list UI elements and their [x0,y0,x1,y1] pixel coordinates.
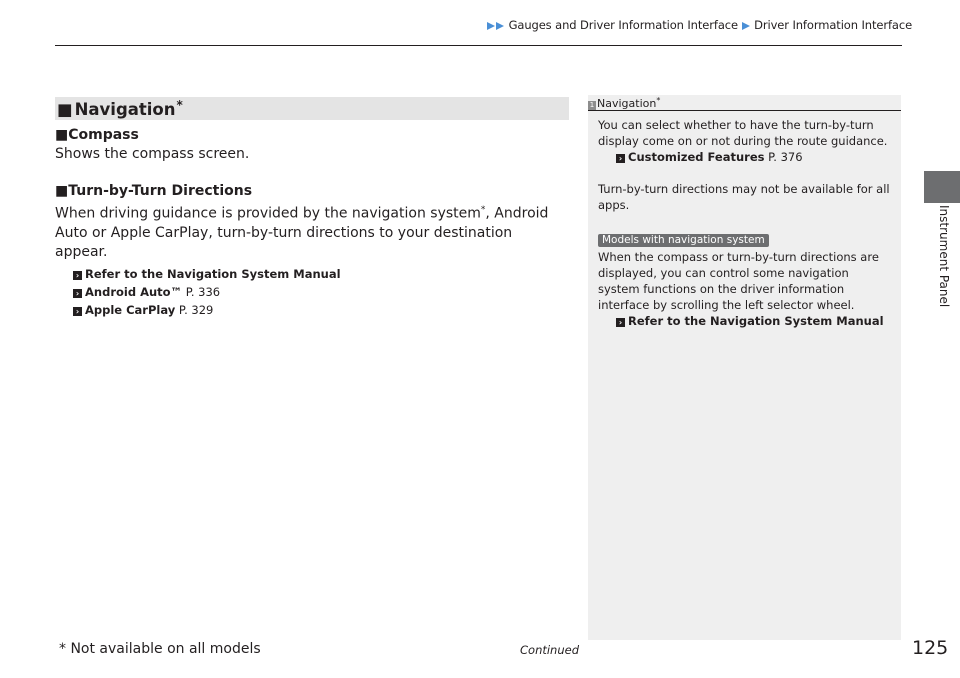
sidebar-body [598,117,894,329]
triangle-bullet-icon [496,22,504,30]
square-bullet-icon: ■ [55,183,69,199]
ref-link-nav-manual-side[interactable]: › Refer to the Navigation System Manual [598,313,894,329]
sidebar-para-1: You can select whether to have the turn-by-turn display come on or not during the route guidance. [598,118,888,148]
footnote: * Not available on all models [59,641,261,657]
sidebar-para-2: Turn-by-turn directions may not be available for all apps. [598,182,890,212]
model-tag: Models with navigation system [598,234,769,247]
asterisk-mark: * [480,205,486,215]
ref-link-android-auto[interactable]: › Android Auto™ P. 336 [55,283,569,301]
continued-label: Continued [520,643,580,657]
square-bullet-icon: ■ [57,100,73,119]
chapter-tab[interactable] [924,171,960,203]
asterisk-mark: * [176,98,183,112]
arrow-ref-icon: › [616,318,625,327]
main-content [55,126,569,319]
section-title-text: Navigation [74,100,176,119]
arrow-ref-icon: › [73,271,82,280]
sidebar-para-3: When the compass or turn-by-turn directions are displayed, you can control some navigation system functions on the driver information interface by scrolling the left selector wheel. [598,250,879,312]
sidebar-divider [588,110,901,111]
header-divider [55,45,902,46]
chapter-label: Instrument Panel [937,205,951,308]
section-title [57,98,183,119]
ref-link-apple-carplay[interactable]: › Apple CarPlay P. 329 [55,301,569,319]
breadcrumb-item-driver-info[interactable]: Driver Information Interface [754,18,913,32]
arrow-ref-icon: › [73,289,82,298]
breadcrumb [487,18,913,32]
note-marker-icon: 1 [589,101,595,109]
section-header-bar [55,97,569,120]
turn-text: When driving guidance is provided by the navigation system*, Android Auto or Apple CarPlay, turn-by-turn directions to your destination appear. [55,205,549,260]
breadcrumb-item-gauges[interactable]: Gauges and Driver Information Interface [508,18,738,32]
sidebar-note-panel [588,95,901,640]
triangle-bullet-icon [742,22,750,30]
ref-link-nav-manual[interactable]: › Refer to the Navigation System Manual [55,265,569,283]
triangle-bullet-icon [487,22,495,30]
turn-heading: ■Turn-by-Turn Directions [55,183,253,199]
compass-text: Shows the compass screen. [55,146,250,162]
sidebar-heading: 1 Navigation* [589,96,661,110]
compass-heading: ■Compass [55,127,139,143]
square-bullet-icon: ■ [55,127,69,143]
ref-link-customized-features[interactable]: › Customized Features P. 376 [598,149,894,165]
arrow-ref-icon: › [616,154,625,163]
page-number: 125 [912,637,949,659]
arrow-ref-icon: › [73,307,82,316]
